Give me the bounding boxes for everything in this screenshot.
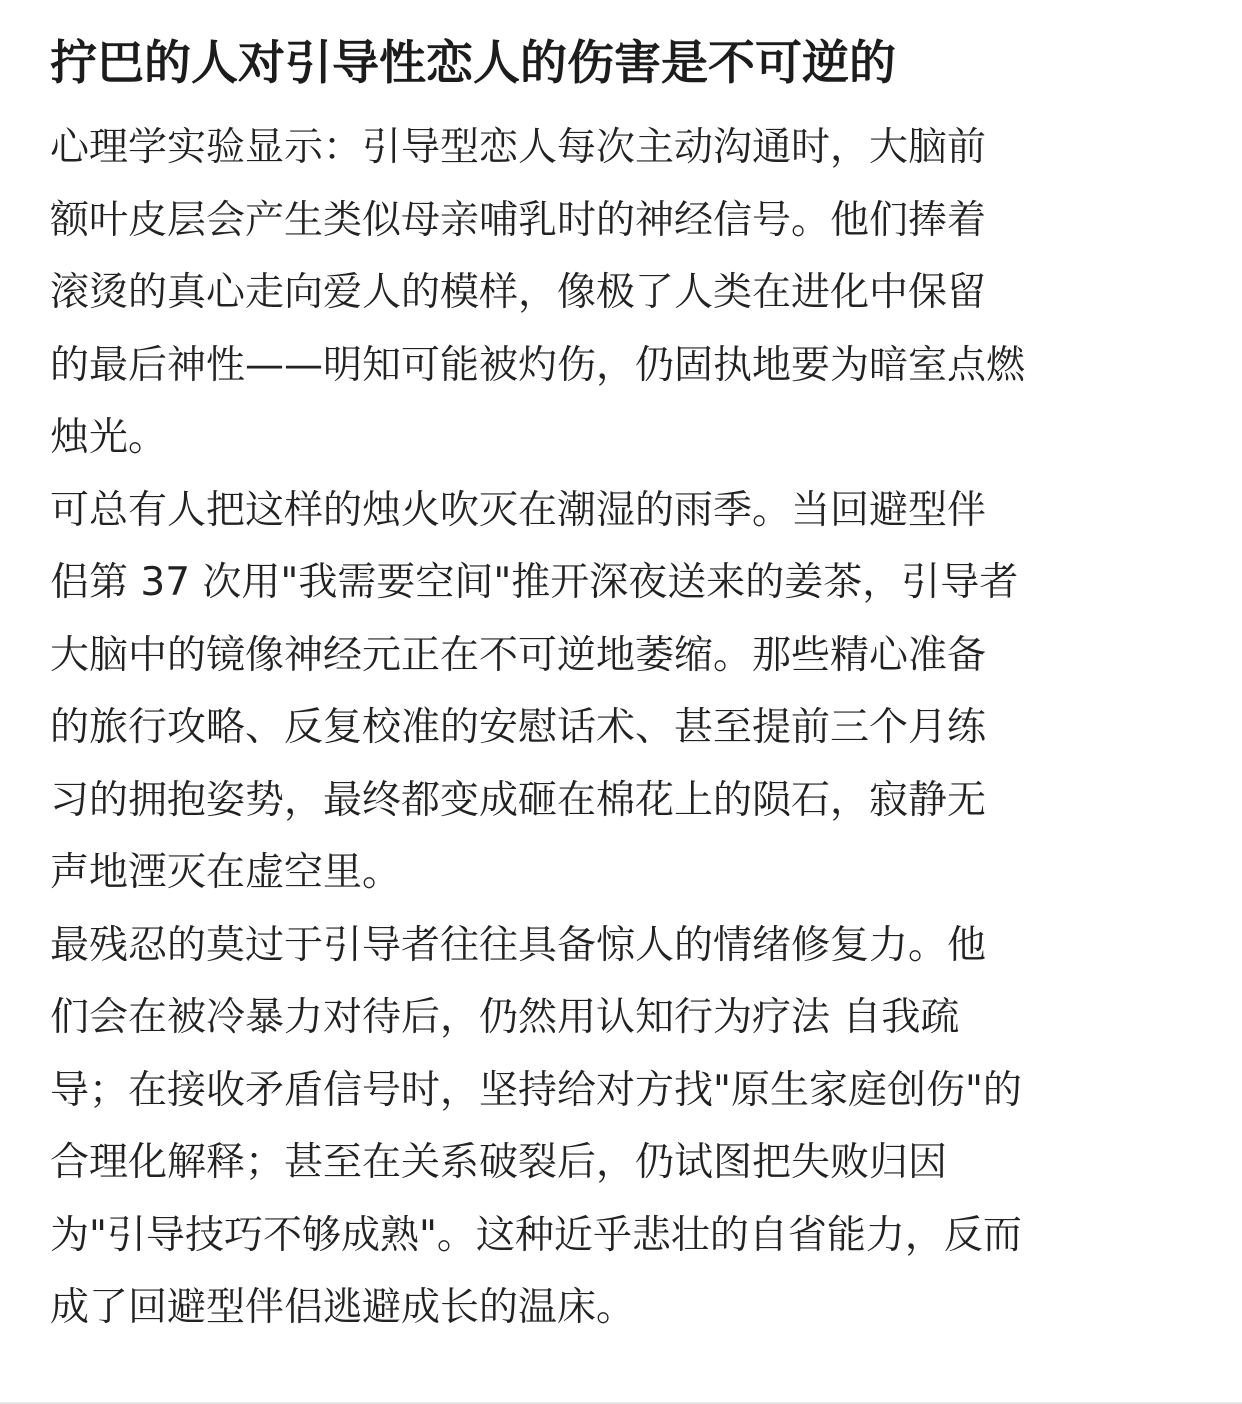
paragraph-3-line: 们会在被冷暴力对待后，仍然用认知行为疗法 自我疏 <box>50 995 960 1040</box>
paragraph-1-line: 滚烫的真心走向爱人的模样，像极了人类在进化中保留 <box>50 270 987 315</box>
paragraph-1-line: 心理学实验显示：引导型恋人每次主动沟通时，大脑前 <box>50 125 987 170</box>
post-title: 拧巴的人对引导性恋人的伤害是不可逆的 <box>50 36 896 91</box>
post-article <box>50 28 1200 1345</box>
paragraph-2-line: 可总有人把这样的烛火吹灭在潮湿的雨季。当回避型伴 <box>50 487 987 533</box>
paragraph-1-line: 的最后神性——明知可能被灼伤，仍固执地要为暗室点燃 <box>50 342 1026 388</box>
paragraph-3-line: 成了回避型伴侣逃避成长的温床。 <box>50 1285 636 1330</box>
paragraph-3-line: 导；在接收矛盾信号时，坚持给对方找"原生家庭创伤"的 <box>50 1067 1022 1113</box>
paragraph-3-line: 合理化解释；甚至在关系破裂后，仍试图把失败归因 <box>50 1140 948 1185</box>
paragraph-1 <box>50 112 1200 475</box>
paragraph-2 <box>50 475 1200 910</box>
paragraph-3-line: 为"引导技巧不够成熟"。这种近乎悲壮的自省能力，反而 <box>50 1212 1022 1258</box>
paragraph-2-line: 的旅行攻略、反复校准的安慰话术、甚至提前三个月练 <box>50 705 987 750</box>
paragraph-3-line: 最残忍的莫过于引导者往往具备惊人的情绪修复力。他 <box>50 922 987 968</box>
paragraph-3 <box>50 910 1200 1345</box>
paragraph-2-line: 声地湮灭在虚空里。 <box>50 850 402 895</box>
paragraph-1-line: 额叶皮层会产生类似母亲哺乳时的神经信号。他们捧着 <box>50 197 987 243</box>
paragraph-1-line: 烛光。 <box>50 415 168 460</box>
paragraph-2-line: 大脑中的镜像神经元正在不可逆地萎缩。那些精心准备 <box>50 632 987 678</box>
paragraph-2-line: 侣第 37 次用"我需要空间"推开深夜送来的姜茶，引导者 <box>50 560 1019 605</box>
paragraph-2-line: 习的拥抱姿势，最终都变成砸在棉花上的陨石，寂静无 <box>50 777 987 823</box>
